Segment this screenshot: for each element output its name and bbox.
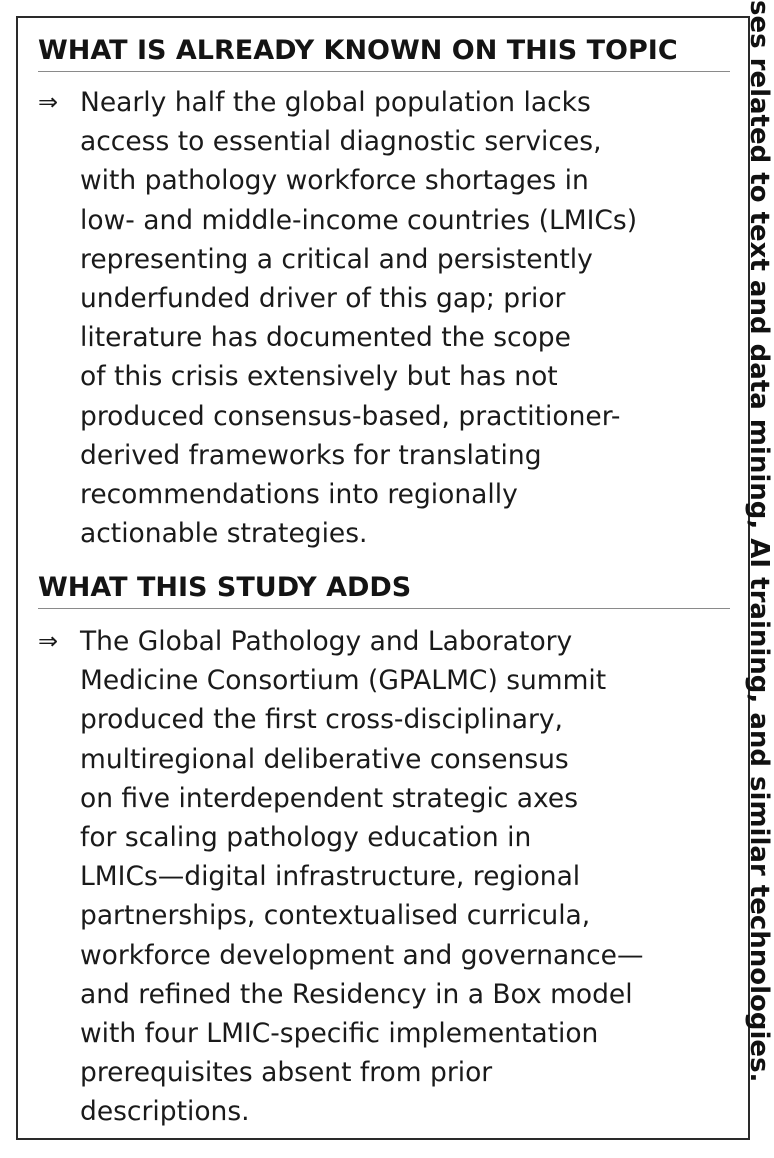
text-line: produced the first cross-disciplinary, [80, 704, 563, 736]
text-line: for scaling pathology education in [80, 822, 532, 854]
text-line: partnerships, contextualised curricula, [80, 900, 591, 932]
text-line: actionable strategies. [80, 518, 368, 550]
text-line: Medicine Consortium (GPALMC) summit [80, 665, 607, 697]
text-line: low- and middle-income countries (LMICs) [80, 204, 638, 236]
text-line: Nearly half the global population lacks [80, 87, 591, 118]
text-line: produced consensus-based, practitioner- [80, 400, 621, 432]
adds-paragraph [80, 622, 720, 1132]
text-line: and refined the Residency in a Box model [80, 978, 633, 1010]
text-line: with four LMIC-specific implementation [80, 1018, 599, 1050]
text-line: LMICs—digital infrastructure, regional [80, 861, 581, 893]
text-line: The Global Pathology and Laboratory [80, 626, 573, 657]
text-line: access to essential diagnostic services, [80, 126, 602, 158]
text-line: on five interdependent strategic axes [80, 782, 579, 814]
arrow-bullet-icon: ⇒ [38, 88, 59, 116]
text-line: prerequisites absent from prior [80, 1057, 493, 1089]
known-paragraph [80, 83, 720, 553]
text-line: with pathology workforce shortages in [80, 165, 589, 197]
side-margin-text: ses related to text and data mining, AI training, and similar technologies. [744, 0, 774, 1083]
text-line: derived frameworks for translating [80, 439, 542, 471]
section-heading-adds: WHAT THIS STUDY ADDS [38, 572, 730, 609]
text-line: of this crisis extensively but has not [80, 361, 558, 393]
text-line: multiregional deliberative consensus [80, 743, 569, 775]
text-line: underfunded driver of this gap; prior [80, 283, 566, 315]
text-line: descriptions. [80, 1096, 250, 1128]
text-line: recommendations into regionally [80, 479, 518, 511]
side-margin-strip [744, 0, 774, 1083]
arrow-bullet-icon: ⇒ [38, 627, 59, 655]
section-heading-known: WHAT IS ALREADY KNOWN ON THIS TOPIC [38, 35, 730, 72]
text-line: workforce development and governance— [80, 939, 644, 971]
text-line: literature has documented the scope [80, 322, 571, 354]
text-line: representing a critical and persistently [80, 243, 593, 275]
